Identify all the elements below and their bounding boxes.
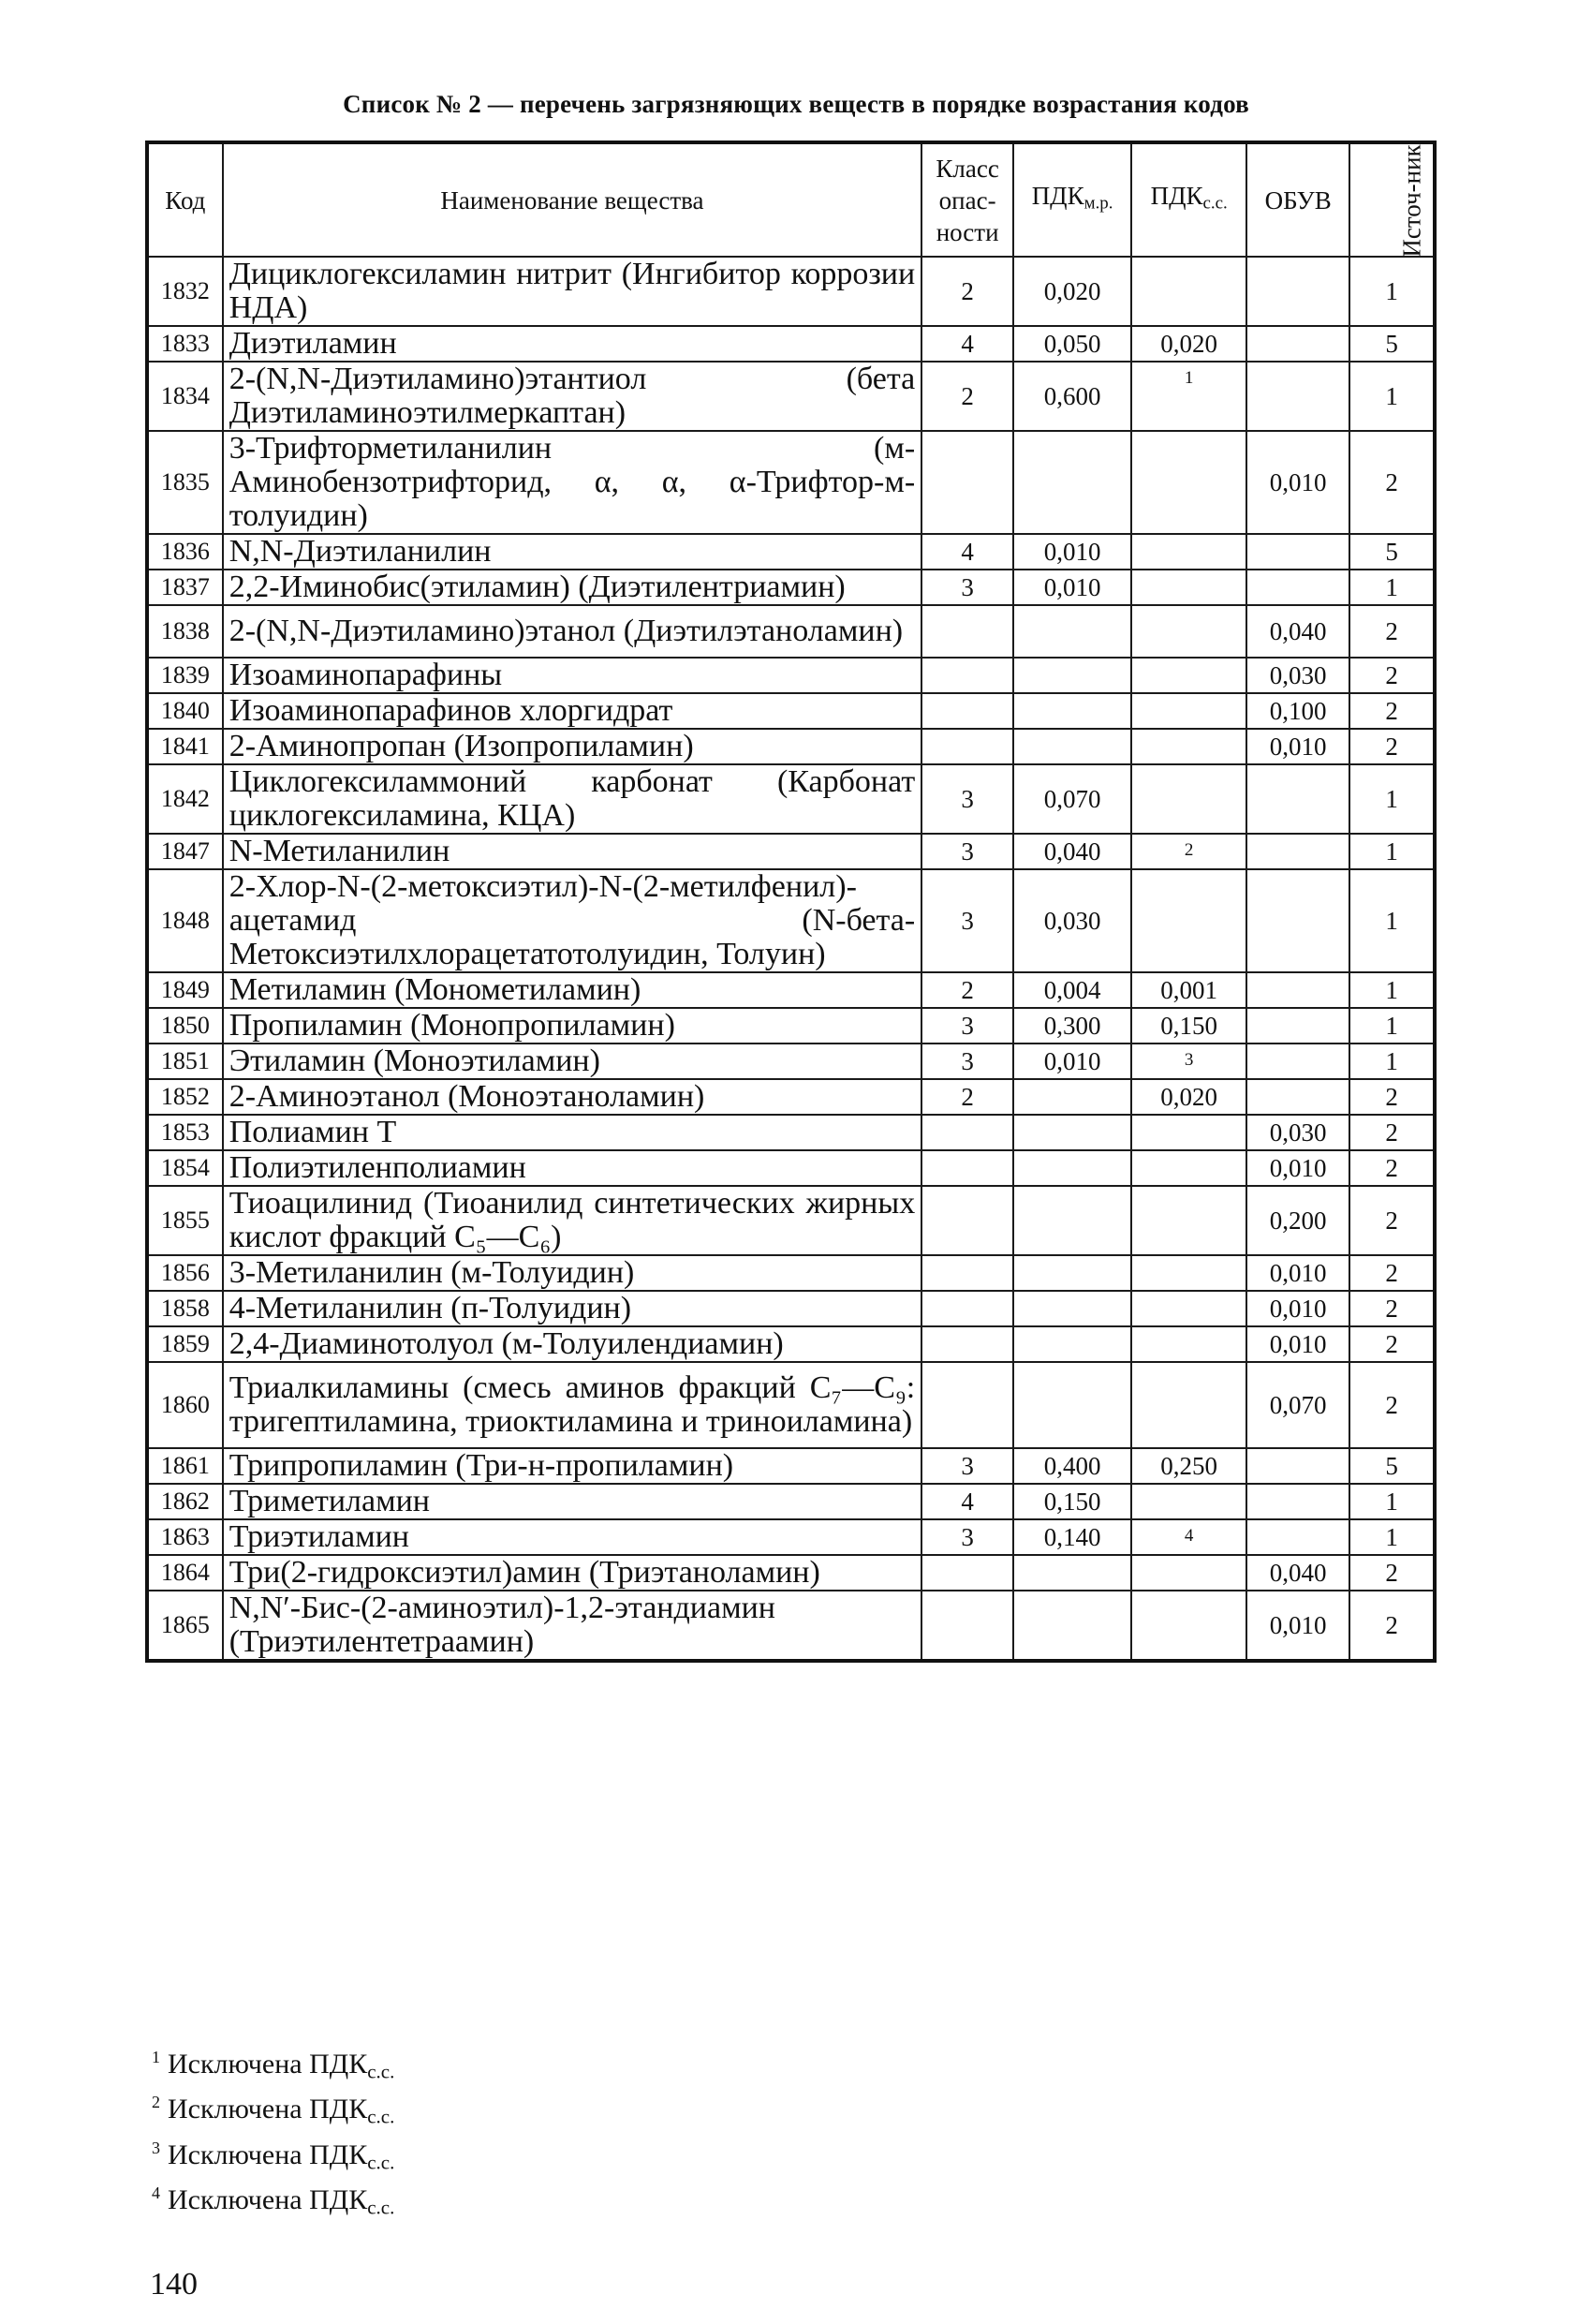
- cell-source: 1: [1349, 1044, 1435, 1079]
- cell-pdk-mr: [1013, 1555, 1131, 1591]
- header-pdk-ss-label: ПДК: [1150, 182, 1203, 211]
- cell-pdk-mr: 0,600: [1013, 362, 1131, 431]
- cell-code: 1850: [147, 1008, 223, 1044]
- cell-class: [921, 1555, 1013, 1591]
- cell-name: Изоаминопарафинов хлоргидрат: [223, 693, 922, 729]
- cell-obuv: [1246, 257, 1349, 326]
- cell-pdk-mr: 0,040: [1013, 834, 1131, 869]
- footnote-sub: с.с.: [367, 2150, 395, 2173]
- cell-obuv: [1246, 326, 1349, 362]
- cell-name: 2,2-Иминобис(этиламин) (Диэтилентриамин): [223, 570, 922, 605]
- cell-class: 3: [921, 869, 1013, 972]
- cell-code: 1851: [147, 1044, 223, 1079]
- cell-code: 1861: [147, 1448, 223, 1484]
- cell-obuv: [1246, 764, 1349, 834]
- footnote-text: Исключена ПДК: [168, 2139, 368, 2170]
- table-row: [147, 1255, 1435, 1291]
- cell-source: 1: [1349, 764, 1435, 834]
- cell-obuv: 0,010: [1246, 1291, 1349, 1326]
- cell-name: Циклогексиламмоний карбонат (Карбонат циклогексиламина, КЦА): [223, 764, 922, 834]
- cell-name: Трипропиламин (Три-н-пропиламин): [223, 1448, 922, 1484]
- cell-name: Изоаминопарафины: [223, 658, 922, 693]
- table-row: [147, 1519, 1435, 1555]
- table-row: [147, 1079, 1435, 1115]
- cell-class: 3: [921, 570, 1013, 605]
- table-row: [147, 1150, 1435, 1186]
- cell-code: 1859: [147, 1326, 223, 1362]
- cell-obuv: [1246, 1008, 1349, 1044]
- cell-pdk-mr: 0,150: [1013, 1484, 1131, 1519]
- cell-source: 5: [1349, 534, 1435, 570]
- cell-source: 2: [1349, 431, 1435, 534]
- cell-pdk-ss: 2: [1131, 834, 1246, 869]
- cell-pdk-mr: 0,140: [1013, 1519, 1131, 1555]
- cell-class: [921, 1291, 1013, 1326]
- table-header-row: [147, 142, 1435, 257]
- table-row: [147, 972, 1435, 1008]
- cell-obuv: 0,010: [1246, 729, 1349, 764]
- cell-code: 1833: [147, 326, 223, 362]
- footnote-item: [152, 2133, 394, 2178]
- cell-class: [921, 1115, 1013, 1150]
- cell-name: Метиламин (Монометиламин): [223, 972, 922, 1008]
- cell-pdk-mr: [1013, 1255, 1131, 1291]
- cell-pdk-ss: [1131, 1484, 1246, 1519]
- cell-source: 1: [1349, 1519, 1435, 1555]
- cell-pdk-ss: [1131, 1362, 1246, 1448]
- page-title: Список № 2 — перечень загрязняющих веществ в порядке возрастания кодов: [343, 90, 1249, 118]
- cell-obuv: [1246, 1079, 1349, 1115]
- cell-class: [921, 729, 1013, 764]
- cell-name: N,N′-Бис-(2-аминоэтил)-1,2-этандиамин (Триэтилентетраамин): [223, 1591, 922, 1661]
- cell-pdk-ss: 0,020: [1131, 1079, 1246, 1115]
- header-pdk-mr-sub: м.р.: [1083, 193, 1113, 214]
- cell-obuv: [1246, 834, 1349, 869]
- cell-pdk-mr: [1013, 1186, 1131, 1255]
- cell-code: 1853: [147, 1115, 223, 1150]
- cell-source: 1: [1349, 834, 1435, 869]
- cell-code: 1834: [147, 362, 223, 431]
- cell-code: 1839: [147, 658, 223, 693]
- cell-source: 2: [1349, 1326, 1435, 1362]
- cell-name: 2-Аминоэтанол (Моноэтаноламин): [223, 1079, 922, 1115]
- cell-class: 2: [921, 362, 1013, 431]
- cell-class: [921, 1362, 1013, 1448]
- cell-name: Тиоацилинид (Тиоанилид синтетических жирных кислот фракций C₅—C₆): [223, 1186, 922, 1255]
- cell-source: 2: [1349, 1591, 1435, 1661]
- table-row: [147, 1008, 1435, 1044]
- cell-pdk-mr: [1013, 1326, 1131, 1362]
- cell-code: 1854: [147, 1150, 223, 1186]
- table-row: [147, 658, 1435, 693]
- cell-pdk-mr: [1013, 431, 1131, 534]
- cell-pdk-ss: [1131, 729, 1246, 764]
- cell-source: 2: [1349, 1255, 1435, 1291]
- cell-pdk-ss: [1131, 534, 1246, 570]
- footnote-item: [152, 2178, 394, 2223]
- header-pdk-ss-sub: с.с.: [1202, 193, 1228, 214]
- cell-code: 1858: [147, 1291, 223, 1326]
- cell-pdk-mr: [1013, 729, 1131, 764]
- cell-code: 1860: [147, 1362, 223, 1448]
- cell-class: [921, 1186, 1013, 1255]
- cell-obuv: [1246, 534, 1349, 570]
- cell-source: 2: [1349, 1150, 1435, 1186]
- cell-class: [921, 693, 1013, 729]
- substances-table: [145, 141, 1437, 1663]
- table-row: [147, 326, 1435, 362]
- cell-pdk-mr: 0,010: [1013, 1044, 1131, 1079]
- table-row: [147, 362, 1435, 431]
- footnote-number: 1: [152, 2048, 160, 2066]
- cell-obuv: 0,010: [1246, 431, 1349, 534]
- cell-code: 1864: [147, 1555, 223, 1591]
- cell-name: 4-Метиланилин (п-Толуидин): [223, 1291, 922, 1326]
- cell-pdk-ss: 0,250: [1131, 1448, 1246, 1484]
- table-row: [147, 834, 1435, 869]
- cell-pdk-ss: 1: [1131, 362, 1246, 431]
- cell-class: [921, 1150, 1013, 1186]
- cell-source: 1: [1349, 570, 1435, 605]
- cell-pdk-mr: 0,004: [1013, 972, 1131, 1008]
- cell-code: 1840: [147, 693, 223, 729]
- cell-source: 2: [1349, 658, 1435, 693]
- cell-obuv: [1246, 869, 1349, 972]
- cell-pdk-ss: [1131, 764, 1246, 834]
- cell-obuv: 0,010: [1246, 1326, 1349, 1362]
- cell-source: 5: [1349, 1448, 1435, 1484]
- header-source-label: Источ-ник: [1397, 143, 1426, 258]
- page-number: 140: [150, 2267, 198, 2302]
- cell-pdk-ss: 0,001: [1131, 972, 1246, 1008]
- footnotes: [152, 2042, 394, 2223]
- cell-name: Дициклогексиламин нитрит (Ингибитор коррозии НДА): [223, 257, 922, 326]
- cell-code: 1863: [147, 1519, 223, 1555]
- table-row: [147, 1115, 1435, 1150]
- cell-pdk-mr: [1013, 1591, 1131, 1661]
- table-row: [147, 431, 1435, 534]
- cell-class: 4: [921, 534, 1013, 570]
- cell-source: 1: [1349, 1484, 1435, 1519]
- cell-class: [921, 1255, 1013, 1291]
- header-name: Наименование вещества: [223, 142, 922, 257]
- cell-name: Полиамин Т: [223, 1115, 922, 1150]
- footnote-number: 3: [152, 2138, 160, 2157]
- table-body: [147, 257, 1435, 1661]
- cell-pdk-ss: [1131, 1291, 1246, 1326]
- cell-pdk-ss: [1131, 869, 1246, 972]
- cell-obuv: [1246, 570, 1349, 605]
- cell-source: 2: [1349, 1555, 1435, 1591]
- cell-pdk-ss: 0,020: [1131, 326, 1246, 362]
- cell-code: 1838: [147, 605, 223, 658]
- cell-class: 4: [921, 326, 1013, 362]
- cell-source: 5: [1349, 326, 1435, 362]
- header-source: [1349, 142, 1435, 257]
- table-row: [147, 570, 1435, 605]
- cell-pdk-mr: [1013, 1079, 1131, 1115]
- table-row: [147, 1448, 1435, 1484]
- cell-class: [921, 605, 1013, 658]
- header-pdk-mr: [1013, 142, 1131, 257]
- cell-source: 1: [1349, 1008, 1435, 1044]
- cell-name: 2-(N,N-Диэтиламино)этантиол (бета Диэтиламиноэтилмеркаптан): [223, 362, 922, 431]
- cell-source: 2: [1349, 1186, 1435, 1255]
- cell-code: 1841: [147, 729, 223, 764]
- cell-pdk-ss: [1131, 1115, 1246, 1150]
- cell-class: 3: [921, 764, 1013, 834]
- cell-obuv: 0,070: [1246, 1362, 1349, 1448]
- cell-source: 2: [1349, 1291, 1435, 1326]
- cell-pdk-mr: [1013, 1362, 1131, 1448]
- cell-code: 1862: [147, 1484, 223, 1519]
- footnote-text: Исключена ПДК: [168, 2094, 368, 2125]
- cell-source: 2: [1349, 605, 1435, 658]
- cell-name: Триалкиламины (смесь аминов фракций C₇—C₉: тригептиламина, триоктиламина и триноиламина): [223, 1362, 922, 1448]
- cell-pdk-ss: [1131, 257, 1246, 326]
- table-row: [147, 1591, 1435, 1661]
- cell-code: 1852: [147, 1079, 223, 1115]
- table-row: [147, 764, 1435, 834]
- table-row: [147, 869, 1435, 972]
- cell-source: 1: [1349, 869, 1435, 972]
- cell-class: 2: [921, 972, 1013, 1008]
- cell-class: [921, 658, 1013, 693]
- cell-pdk-ss: [1131, 431, 1246, 534]
- footnote-sub: с.с.: [367, 2060, 395, 2083]
- cell-pdk-mr: 0,010: [1013, 534, 1131, 570]
- cell-code: 1855: [147, 1186, 223, 1255]
- cell-name: 2-Аминопропан (Изопропиламин): [223, 729, 922, 764]
- cell-obuv: [1246, 1484, 1349, 1519]
- cell-name: 2-Хлор-N-(2-метоксиэтил)-N-(2-метилфенил)-ацетамид (N-бета-Метоксиэтилхлорацетатотолуидин, Толуин): [223, 869, 922, 972]
- cell-class: 3: [921, 1448, 1013, 1484]
- cell-pdk-mr: [1013, 1115, 1131, 1150]
- cell-source: 2: [1349, 693, 1435, 729]
- cell-obuv: 0,030: [1246, 1115, 1349, 1150]
- cell-pdk-mr: 0,050: [1013, 326, 1131, 362]
- cell-class: [921, 1591, 1013, 1661]
- cell-obuv: [1246, 1448, 1349, 1484]
- cell-class: [921, 1326, 1013, 1362]
- cell-pdk-mr: [1013, 605, 1131, 658]
- table-row: [147, 1186, 1435, 1255]
- cell-obuv: 0,030: [1246, 658, 1349, 693]
- cell-pdk-ss: [1131, 1326, 1246, 1362]
- cell-class: [921, 431, 1013, 534]
- cell-obuv: 0,040: [1246, 605, 1349, 658]
- cell-obuv: 0,200: [1246, 1186, 1349, 1255]
- footnote-number: 4: [152, 2183, 160, 2202]
- table-row: [147, 1484, 1435, 1519]
- table-row: [147, 534, 1435, 570]
- cell-class: 3: [921, 1519, 1013, 1555]
- cell-code: 1836: [147, 534, 223, 570]
- footnote-item: [152, 2042, 394, 2087]
- cell-source: 2: [1349, 1362, 1435, 1448]
- cell-code: 1848: [147, 869, 223, 972]
- cell-pdk-mr: [1013, 1291, 1131, 1326]
- footnote-sub: с.с.: [367, 2196, 395, 2218]
- cell-name: Полиэтиленполиамин: [223, 1150, 922, 1186]
- cell-pdk-ss: 0,150: [1131, 1008, 1246, 1044]
- cell-name: 3-Трифторметиланилин (м-Аминобензотрифторид, α, α, α-Трифтор-м-толуидин): [223, 431, 922, 534]
- cell-pdk-ss: [1131, 1186, 1246, 1255]
- cell-pdk-mr: 0,070: [1013, 764, 1131, 834]
- cell-obuv: [1246, 972, 1349, 1008]
- cell-pdk-mr: [1013, 693, 1131, 729]
- cell-obuv: [1246, 1519, 1349, 1555]
- cell-class: 3: [921, 1008, 1013, 1044]
- cell-pdk-mr: 0,300: [1013, 1008, 1131, 1044]
- cell-source: 2: [1349, 729, 1435, 764]
- cell-pdk-ss: [1131, 570, 1246, 605]
- cell-pdk-ss: 4: [1131, 1519, 1246, 1555]
- cell-name: Триэтиламин: [223, 1519, 922, 1555]
- cell-obuv: 0,010: [1246, 1255, 1349, 1291]
- cell-code: 1847: [147, 834, 223, 869]
- table-row: [147, 1044, 1435, 1079]
- cell-name: 2,4-Диаминотолуол (м-Толуилендиамин): [223, 1326, 922, 1362]
- table-row: [147, 1555, 1435, 1591]
- cell-source: 1: [1349, 362, 1435, 431]
- cell-obuv: 0,010: [1246, 1591, 1349, 1661]
- cell-class: 2: [921, 257, 1013, 326]
- header-obuv: ОБУВ: [1246, 142, 1349, 257]
- cell-pdk-ss: [1131, 605, 1246, 658]
- cell-pdk-mr: 0,030: [1013, 869, 1131, 972]
- cell-pdk-mr: [1013, 658, 1131, 693]
- cell-code: 1832: [147, 257, 223, 326]
- cell-name: Триметиламин: [223, 1484, 922, 1519]
- cell-pdk-ss: [1131, 1591, 1246, 1661]
- cell-name: N-Метиланилин: [223, 834, 922, 869]
- table-row: [147, 1362, 1435, 1448]
- cell-pdk-ss: [1131, 693, 1246, 729]
- table-row: [147, 257, 1435, 326]
- cell-class: 3: [921, 1044, 1013, 1079]
- footnote-sub: с.с.: [367, 2105, 395, 2128]
- cell-source: 1: [1349, 972, 1435, 1008]
- cell-pdk-ss: [1131, 1150, 1246, 1186]
- cell-pdk-ss: [1131, 658, 1246, 693]
- cell-name: Пропиламин (Монопропиламин): [223, 1008, 922, 1044]
- cell-pdk-mr: [1013, 1150, 1131, 1186]
- cell-name: 2-(N,N-Диэтиламино)этанол (Диэтилэтаноламин): [223, 605, 922, 658]
- cell-name: Этиламин (Моноэтиламин): [223, 1044, 922, 1079]
- header-pdk-ss: [1131, 142, 1246, 257]
- cell-pdk-mr: 0,020: [1013, 257, 1131, 326]
- header-pdk-mr-label: ПДК: [1031, 182, 1084, 211]
- cell-name: Диэтиламин: [223, 326, 922, 362]
- table-row: [147, 1291, 1435, 1326]
- cell-class: 3: [921, 834, 1013, 869]
- cell-obuv: [1246, 1044, 1349, 1079]
- cell-pdk-ss: 3: [1131, 1044, 1246, 1079]
- cell-code: 1837: [147, 570, 223, 605]
- cell-obuv: 0,010: [1246, 1150, 1349, 1186]
- cell-class: 4: [921, 1484, 1013, 1519]
- cell-source: 2: [1349, 1115, 1435, 1150]
- cell-code: 1835: [147, 431, 223, 534]
- cell-pdk-mr: 0,400: [1013, 1448, 1131, 1484]
- cell-name: Три(2-гидроксиэтил)амин (Триэтаноламин): [223, 1555, 922, 1591]
- table-row: [147, 1326, 1435, 1362]
- cell-class: 2: [921, 1079, 1013, 1115]
- cell-name: 3-Метиланилин (м-Толуидин): [223, 1255, 922, 1291]
- table-row: [147, 605, 1435, 658]
- cell-code: 1842: [147, 764, 223, 834]
- header-code: Код: [147, 142, 223, 257]
- cell-obuv: [1246, 362, 1349, 431]
- footnote-item: [152, 2087, 394, 2132]
- table-row: [147, 729, 1435, 764]
- cell-code: 1849: [147, 972, 223, 1008]
- cell-name: N,N-Диэтиланилин: [223, 534, 922, 570]
- footnote-number: 2: [152, 2093, 160, 2112]
- footnote-text: Исключена ПДК: [168, 2049, 368, 2080]
- footnote-text: Исключена ПДК: [168, 2183, 368, 2215]
- header-class: Класс опас-ности: [921, 142, 1013, 257]
- cell-obuv: 0,040: [1246, 1555, 1349, 1591]
- cell-source: 2: [1349, 1079, 1435, 1115]
- cell-obuv: 0,100: [1246, 693, 1349, 729]
- cell-pdk-ss: [1131, 1555, 1246, 1591]
- cell-code: 1865: [147, 1591, 223, 1661]
- cell-pdk-mr: 0,010: [1013, 570, 1131, 605]
- table-row: [147, 693, 1435, 729]
- cell-code: 1856: [147, 1255, 223, 1291]
- cell-source: 1: [1349, 257, 1435, 326]
- cell-pdk-ss: [1131, 1255, 1246, 1291]
